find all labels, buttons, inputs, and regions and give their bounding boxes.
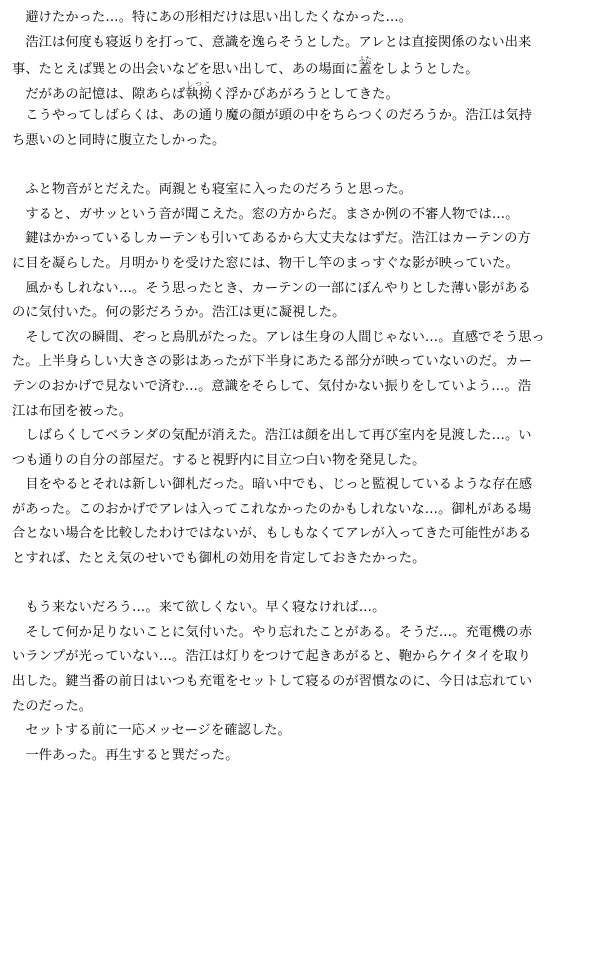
text-line: 合とない場合を比較したわけではないが、もしもなくてアレが入ってきた可能性がある [12, 526, 532, 542]
text-line: 鍵はかかっているしカーテンも引いてあるから大丈夫なはずだ。浩江はカーテンの方 [12, 231, 531, 247]
novel-text-page [12, 6, 598, 768]
text-line: 江は布団を被った。 [12, 403, 133, 419]
text-line: そして何か足りないことに気付いた。やり忘れたことがある。そうだ…。充電機の赤 [12, 624, 533, 640]
text-line: つも通りの自分の部屋だ。すると視野内に目立つ白い物を発見した。 [12, 452, 426, 468]
blank-line [12, 572, 598, 597]
text-line: こうやってしばらくは、あの通り魔の顔が頭の中をちらつくのだろうか。浩江は気持 [12, 108, 533, 124]
text-line [12, 80, 598, 105]
text-line: セットする前に一応メッセージを確認した。 [12, 723, 291, 739]
blank-line [12, 154, 598, 179]
text-line: 風かもしれない…。そう思ったとき、カーテンの一部にぼんやりとした薄い影がある [12, 280, 531, 296]
text-line: そして次の瞬間、ぞっと鳥肌がたった。アレは生身の人間じゃない…。直感でそう思っ [12, 329, 545, 345]
text-line: ち悪いのと同時に腹立たしかった。 [12, 132, 226, 148]
text-line: たのだった。 [12, 698, 93, 714]
text-line: しばらくしてベランダの気配が消えた。浩江は顔を出して再び室内を見渡した…。い [12, 428, 532, 444]
text-segment: をしようとした。 [371, 62, 479, 78]
text-line: 目をやるとそれは新しい御札だった。暗い中でも、じっと監視しているような存在感 [12, 477, 533, 493]
text-line: とすれば、たとえ気のせいでも御札の効用を肯定しておきたかった。 [12, 551, 426, 567]
text-line: た。上半身らしい大きさの影はあったが下半身にあたる部分が映っていないのだ。カー [12, 354, 533, 370]
text-line: 浩江は何度も寝返りを打って、意識を逸らそうとした。アレとは直接関係のない出来 [12, 34, 532, 50]
text-line: 出した。鍵当番の前日はいつも充電をセットして寝るのが習慣なのに、今日は忘れてい [12, 674, 533, 690]
text-line: に目を凝らした。月明かりを受けた窓には、物干し竿のまっすぐな影が映っていた。 [12, 255, 519, 271]
text-segment: く浮かびあがろうとしてきた。 [212, 86, 399, 102]
text-line: 一件あった。再生すると巽だった。 [12, 747, 239, 763]
ruby-word [185, 79, 213, 102]
text-line [12, 55, 598, 80]
ruby-base: 蓋 [358, 62, 372, 78]
text-segment: 事、たとえば巽との出会いなどを思い出して、あの場面に [12, 62, 359, 78]
ruby-word [358, 55, 372, 78]
text-line: ふと物音がとだえた。両親とも寝室に入ったのだろうと思った。 [12, 182, 413, 198]
text-line: があった。このおかげでアレは入ってこれなかったのかもしれないな…。御札がある場 [12, 501, 532, 517]
text-segment: だがあの記憶は、隙あらば [12, 86, 186, 102]
text-line: すると、ガサッという音が聞こえた。窓の方からだ。まさか例の不審人物では…。 [12, 206, 519, 222]
text-line: テンのおかげで見ないで済む…。意識をそらして、気付かない振りをしていよう…。浩 [12, 378, 532, 394]
ruby-reading: しつこ [185, 79, 213, 88]
ruby-reading: ふた [358, 55, 372, 64]
ruby-base: 執拗 [185, 86, 213, 102]
text-line: のに気付いた。何の影だろうか。浩江は更に凝視した。 [12, 305, 346, 321]
text-line: もう来ないだろう…。来て欲しくない。早く寝なければ…。 [12, 600, 386, 616]
text-line: いランプが光っていない…。浩江は灯りをつけて起きあがると、鞄からケイタイを取り [12, 649, 531, 665]
text-line: 避けたかった…。特にあの形相だけは思い出したくなかった…。 [12, 10, 413, 25]
